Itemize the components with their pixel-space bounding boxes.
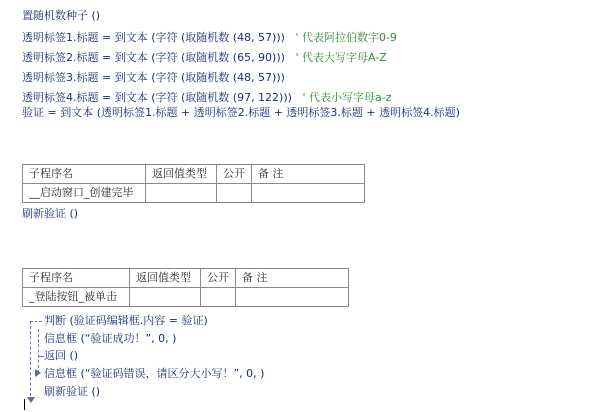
flow-branch-line — [30, 321, 42, 322]
flow-arrow-right-icon — [34, 368, 42, 378]
code-line-verify[interactable] — [22, 105, 460, 121]
return-type-cell[interactable] — [130, 288, 201, 307]
code-comment: ' 代表大写字母A-Z — [295, 51, 387, 64]
header-public: 公开 — [201, 269, 236, 288]
code-text: 透明标签3.标题 = 到文本 (字符 (取随机数 (48, 57))) — [22, 71, 285, 84]
subroutine-name-cell[interactable]: _登陆按钮_被单击 — [23, 288, 130, 307]
header-return-type: 返回值类型 — [146, 165, 217, 184]
remark-cell[interactable] — [236, 288, 349, 307]
code-line-seed[interactable] — [22, 8, 100, 24]
code-line-refresh-1[interactable] — [22, 206, 78, 222]
code-text: 刷新验证 () — [22, 207, 79, 220]
code-line-label3[interactable] — [22, 70, 285, 86]
header-remark: 备 注 — [252, 165, 365, 184]
code-line-label4[interactable] — [22, 90, 391, 106]
code-line-msg-ok[interactable] — [44, 331, 176, 347]
code-text: 刷新验证 () — [44, 385, 101, 398]
code-text: 信息框 (“验证码错误，请区分大小写！”, 0, ) — [44, 367, 265, 380]
return-type-cell[interactable] — [146, 184, 217, 203]
header-subroutine-name: 子程序名 — [23, 165, 146, 184]
public-cell[interactable] — [201, 288, 236, 307]
code-text: 置随机数种子 () — [22, 9, 101, 22]
subroutine-table-1 — [22, 164, 365, 203]
flow-outer-line — [30, 321, 31, 401]
code-line-return[interactable] — [44, 348, 78, 364]
header-subroutine-name: 子程序名 — [23, 269, 130, 288]
code-line-msg-err[interactable] — [44, 366, 264, 382]
public-cell[interactable] — [217, 184, 252, 203]
subroutine-table-2 — [22, 268, 349, 307]
table-header-row — [23, 269, 349, 288]
code-text: 信息框 (“验证成功！”, 0, ) — [44, 332, 177, 345]
subroutine-name-cell[interactable]: __启动窗口_创建完毕 — [23, 184, 146, 203]
code-line-label1[interactable] — [22, 30, 397, 46]
code-line-refresh-2[interactable] — [44, 384, 100, 400]
remark-cell[interactable] — [252, 184, 365, 203]
table-header-row — [23, 165, 365, 184]
code-line-label2[interactable] — [22, 50, 387, 66]
header-remark: 备 注 — [236, 269, 349, 288]
code-line-if[interactable] — [44, 313, 208, 329]
text-cursor — [24, 399, 25, 410]
code-text: 返回 () — [44, 349, 79, 362]
table-row[interactable] — [23, 184, 365, 203]
code-comment: ' 代表阿拉伯数字0-9 — [295, 31, 397, 44]
header-return-type: 返回值类型 — [130, 269, 201, 288]
code-text: 判断 (验证码编辑框.内容 = 验证) — [44, 314, 208, 327]
code-text: 验证 = 到文本 (透明标签1.标题 + 透明标签2.标题 + 透明标签3.标题 + 透明标签4.标题) — [22, 106, 460, 119]
code-text: 透明标签2.标题 = 到文本 (字符 (取随机数 (65, 90))) — [22, 51, 285, 64]
code-comment: ' 代表小写字母a-z — [302, 91, 392, 104]
flow-arrow-down-icon — [26, 396, 36, 404]
header-public: 公开 — [217, 165, 252, 184]
flow-true-line — [38, 329, 39, 373]
table-row[interactable] — [23, 288, 349, 307]
code-text: 透明标签4.标题 = 到文本 (字符 (取随机数 (97, 122))) — [22, 91, 292, 104]
code-text: 透明标签1.标题 = 到文本 (字符 (取随机数 (48, 57))) — [22, 31, 285, 44]
